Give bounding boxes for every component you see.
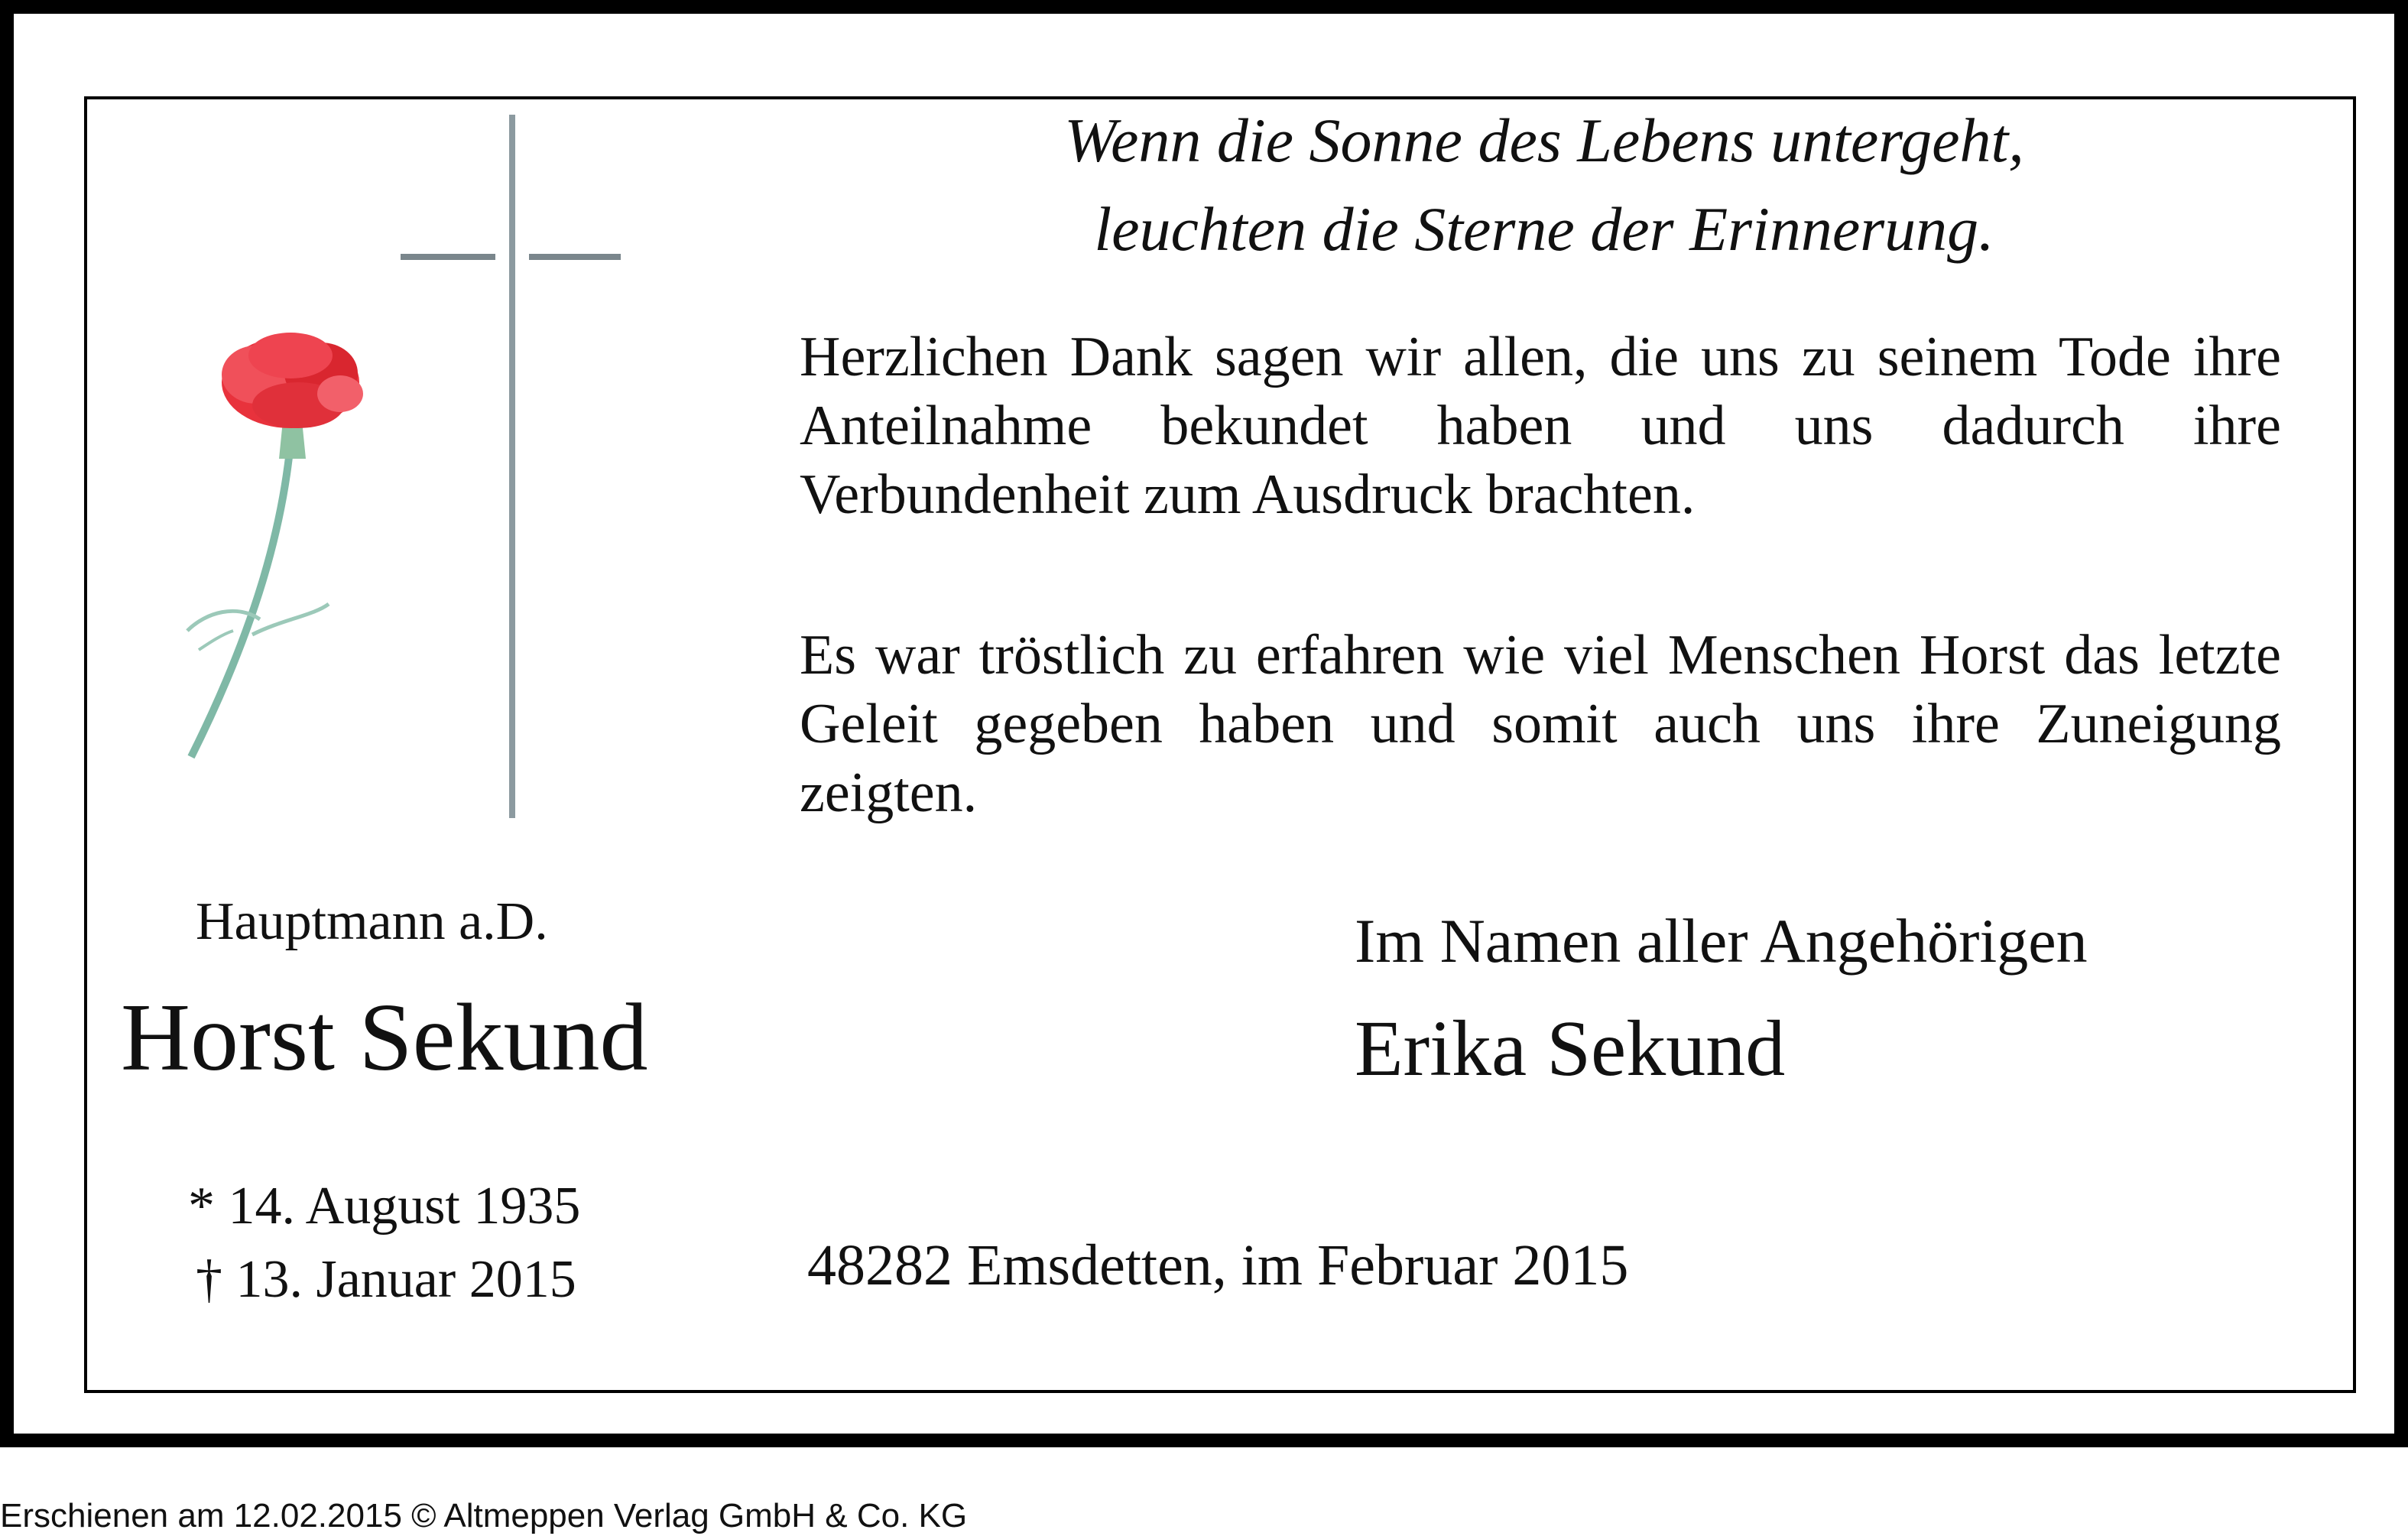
motto (841, 96, 2247, 274)
publication-footer: Erschienen am 12.02.2015 © Altmeppen Verlag GmbH & Co. KG (0, 1497, 968, 1534)
carnation-icon (176, 329, 420, 772)
birth-date: * 14. August 1935 (188, 1177, 581, 1236)
deceased-title: Hauptmann a.D. (196, 892, 548, 951)
signer-name: Erika Sekund (1355, 1005, 1786, 1093)
behalf-line: Im Namen aller Angehörigen (1355, 906, 2088, 976)
comfort-paragraph: Es war tröstlich zu erfahren wie viel Menschen Horst das letzte Geleit gegeben haben und somit auch uns ihre Zuneigung zeigten. (800, 624, 2281, 824)
motto-line-1: Wenn die Sonne des Lebens untergeht, (1064, 106, 2024, 175)
motto-line-2: leuchten die Sterne der Erinnerung. (1094, 194, 1994, 264)
thanks-paragraph: Herzlichen Dank sagen wir allen, die uns zu seinem Tode ihre Anteilnahme bekundet haben und uns dadurch ihre Verbundenheit zum Ausdruck brachten. (800, 326, 2281, 526)
place-date: 48282 Emsdetten, im Februar 2015 (807, 1233, 1629, 1297)
deceased-name: Horst Sekund (121, 985, 648, 1091)
death-date: † 13. Januar 2015 (196, 1250, 576, 1309)
